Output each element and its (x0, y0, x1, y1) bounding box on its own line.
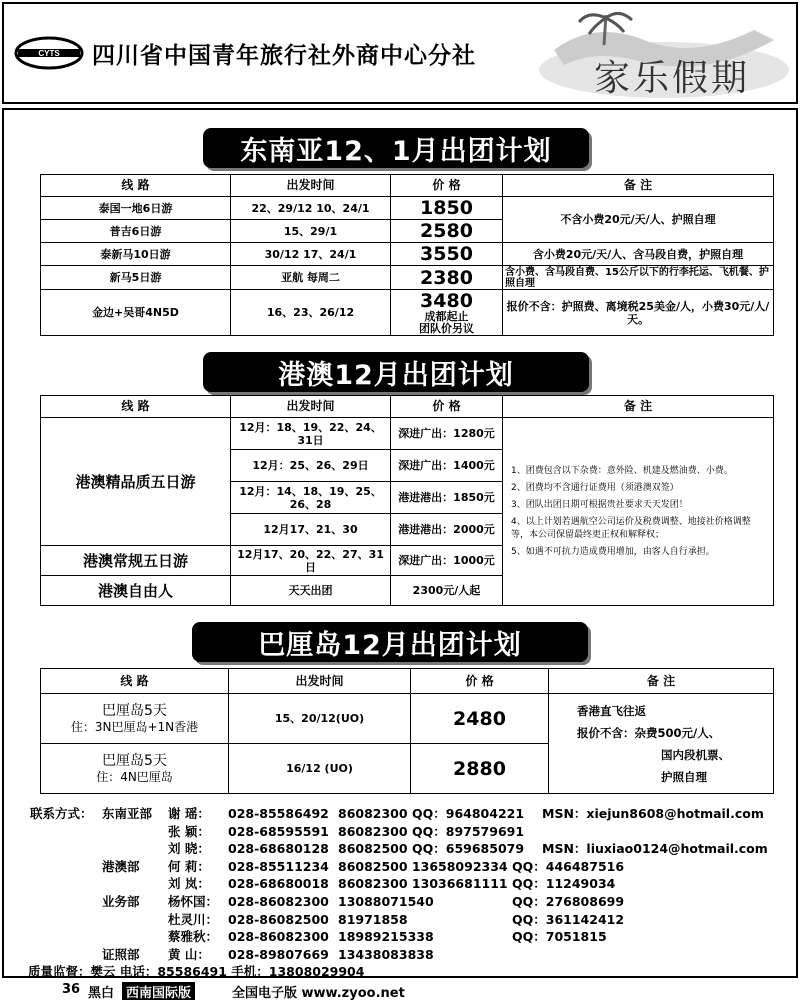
bali-table (40, 668, 774, 794)
price-cell: 深进广出：1000元 (391, 546, 503, 576)
contact-dept: 港澳部 (102, 858, 140, 874)
contact-tel: 028-68680128 (228, 841, 329, 857)
contact-dept: 证照部 (102, 946, 140, 962)
route-name: 巴厘岛5天 (102, 753, 167, 769)
route-cell: 泰新马10日游 (41, 243, 231, 266)
price-note: 成都起止 (424, 309, 469, 323)
route-cell: 港澳自由人 (41, 576, 231, 606)
route-cell (41, 744, 229, 794)
note-item: 5、如遇不可抗力造成费用增加，由客人自行承担。 (511, 546, 715, 557)
contact-qq: QQ：361142412 (512, 911, 625, 927)
contact-row (30, 823, 790, 841)
dates-cell: 16/12 (UO) (229, 744, 411, 794)
table-row (41, 418, 774, 450)
contact-tel2: 18989215338 (338, 929, 434, 945)
dates-cell: 15、20/12(UO) (229, 694, 411, 744)
route-cell: 泰国一地6日游 (41, 197, 231, 220)
dates-cell: 天天出团 (231, 576, 391, 606)
contact-tel: 028-86082500 (228, 911, 329, 927)
contact-qq: QQ：659685079 (412, 841, 525, 857)
col-route: 线 路 (41, 669, 229, 694)
dates-cell: 12月：18、19、22、24、31日 (231, 418, 391, 450)
contact-tel2: 86082300 (338, 806, 408, 821)
contact-qq: QQ：276808699 (512, 893, 625, 909)
contact-row (30, 805, 790, 823)
contact-row (30, 963, 790, 981)
col-price: 价 格 (411, 669, 549, 694)
contact-row (30, 893, 790, 911)
dates-cell: 亚航 每周二 (231, 266, 391, 290)
contacts (30, 805, 790, 981)
sea-banner: 东南亚12、1月出团计划 (203, 128, 589, 168)
page-number: 36 (62, 982, 81, 997)
contact-name: 刘 岚： (168, 876, 210, 892)
section-name: 西南国际版 (122, 982, 195, 1000)
contact-dept: 东南亚部 (102, 806, 153, 821)
contact-tel: 028-85586492 (228, 806, 329, 821)
route-cell: 新马5日游 (41, 266, 231, 290)
price-value: 3480 (420, 289, 473, 312)
contact-qq: QQ：446487516 (512, 858, 625, 874)
price-cell: 2580 (391, 220, 503, 243)
price-cell: 港进港出：2000元 (391, 514, 503, 546)
note-item: 4、以上计划若遇航空公司运价及税费调整、地接社价格调整等，本公司保留最终更正权和解释权； (511, 516, 751, 540)
footer (0, 980, 800, 1000)
contact-tel: 028-86082300 (228, 893, 329, 909)
contact-name: 刘 晓： (168, 841, 210, 857)
col-notes: 备 注 (503, 396, 774, 418)
dates-cell: 12月：14、18、19、25、26、28 (231, 482, 391, 514)
dates-cell: 16、23、26/12 (231, 290, 391, 336)
brand-name: 家乐假期 (594, 58, 751, 99)
svg-text:CYTS: CYTS (38, 49, 60, 58)
cyts-logo-icon (14, 36, 84, 70)
note-cell: 报价不含：护照费、离境税25美金/人，小费30元/人/天。 (503, 290, 774, 336)
contact-name: 杨怀国： (168, 893, 219, 909)
edition: 全国电子版 www.zyoo.net (232, 986, 405, 1000)
route-stay: 住：4N巴厘岛 (96, 770, 173, 784)
contact-tel: 028-68680018 (228, 876, 329, 892)
contact-tel: 028-89807669 (228, 946, 329, 962)
contact-name: 谢 瑶： (168, 806, 210, 821)
hk-banner: 港澳12月出团计划 (203, 352, 589, 392)
col-dates: 出发时间 (229, 669, 411, 694)
contact-tel: 028-68595591 (228, 823, 329, 839)
bali-banner: 巴厘岛12月出团计划 (192, 622, 588, 662)
table-row (41, 694, 774, 744)
route-stay: 住：3N巴厘岛+1N香港 (70, 720, 199, 734)
note-cell: 含小费、含马段自费、15公斤以下的行李托运、飞机餐、护照自理 (503, 266, 774, 290)
note-title: 香港直飞往返 (577, 703, 646, 718)
contact-name: 杜灵川： (168, 911, 219, 927)
dates-cell: 12月17、20、22、27、31日 (231, 546, 391, 576)
price-cell: 2880 (411, 744, 549, 794)
contact-tel2: 86082300 (338, 823, 408, 839)
price-cell: 2300元/人起 (391, 576, 503, 606)
note-item: 1、团费包含以下杂费：意外险、机建及燃油费、小费。 (511, 465, 733, 476)
price-cell: 2380 (391, 266, 503, 290)
contact-row (30, 911, 790, 929)
col-route: 线 路 (41, 396, 231, 418)
contact-label: 联系方式： (30, 806, 93, 821)
contact-row (30, 858, 790, 876)
brand-logo (534, 10, 794, 102)
contact-tel2: 86082300 13036681111 (338, 876, 508, 892)
price-note: 团队价另议 (419, 321, 474, 335)
supervisor: 质量监督：樊云 电话：85586491 手机：13808029904 (28, 964, 365, 980)
contact-qq: QQ：897579691 (412, 823, 525, 839)
company-name: 四川省中国青年旅行社外商中心分社 (92, 43, 476, 69)
route-cell: 普吉6日游 (41, 220, 231, 243)
route-cell (41, 694, 229, 744)
contact-row (30, 946, 790, 964)
contact-tel2: 86082500 13658092334 (338, 858, 508, 874)
hk-table (40, 395, 774, 606)
col-notes: 备 注 (503, 175, 774, 197)
dates-cell: 22、29/12 10、24/1 (231, 197, 391, 220)
price-cell: 3550 (391, 243, 503, 266)
col-price: 价 格 (391, 175, 503, 197)
dates-cell: 30/12 17、24/1 (231, 243, 391, 266)
contact-name: 蔡雅秋： (168, 929, 219, 945)
route-cell: 港澳精品质五日游 (41, 418, 231, 546)
contact-row (30, 875, 790, 893)
contact-dept: 业务部 (102, 893, 140, 909)
contact-tel: 028-85511234 (228, 858, 329, 874)
contact-qq: QQ：964804221 (412, 806, 525, 821)
table-row (41, 197, 774, 220)
route-name: 巴厘岛5天 (102, 703, 167, 719)
col-notes: 备 注 (549, 669, 774, 694)
sea-table (40, 174, 774, 336)
bali-notes (549, 694, 774, 794)
price-cell: 深进广出：1400元 (391, 450, 503, 482)
price-cell: 深进广出：1280元 (391, 418, 503, 450)
dates-cell: 12月：25、26、29日 (231, 450, 391, 482)
col-price: 价 格 (391, 396, 503, 418)
note-line: 护照自理 (661, 769, 707, 784)
print-mode: 黑白 (88, 986, 115, 1000)
note-line: 报价不含：杂费500元/人、 (577, 725, 721, 740)
table-row (41, 290, 774, 336)
contact-msn: MSN：xiejun8608@hotmail.com (542, 806, 764, 821)
col-dates: 出发时间 (231, 175, 391, 197)
hk-notes (503, 418, 774, 606)
price-cell: 2480 (411, 694, 549, 744)
route-cell: 金边+吴哥4N5D (41, 290, 231, 336)
contact-name: 何 莉： (168, 858, 210, 874)
dates-cell: 12月17、21、30 (231, 514, 391, 546)
note-item: 3、团队出团日期可根据贵社要求天天发团！ (511, 499, 688, 510)
note-item: 2、团费均不含通行证费用（须港澳双签） (511, 482, 679, 493)
price-cell: 港进港出：1850元 (391, 482, 503, 514)
route-cell: 港澳常规五日游 (41, 546, 231, 576)
price-cell (391, 290, 503, 336)
contact-qq: QQ：7051815 (512, 929, 607, 945)
contact-tel2: 13438083838 (338, 946, 434, 962)
contact-msn: MSN：liuxiao0124@hotmail.com (542, 841, 768, 857)
contact-tel2: 86082500 (338, 841, 408, 857)
contact-name: 张 颖： (168, 823, 210, 839)
dates-cell: 15、29/1 (231, 220, 391, 243)
contact-tel: 028-86082300 (228, 929, 329, 945)
contact-tel2: 13088071540 (338, 893, 434, 909)
price-cell: 1850 (391, 197, 503, 220)
note-cell: 含小费20元/天/人、含马段自费，护照自理 (503, 243, 774, 266)
header (2, 2, 798, 104)
contact-qq: QQ：11249034 (512, 876, 616, 892)
col-dates: 出发时间 (231, 396, 391, 418)
col-route: 线 路 (41, 175, 231, 197)
contact-row (30, 840, 790, 858)
note-line: 国内段机票、 (661, 747, 730, 762)
contact-tel2: 81971858 (338, 911, 408, 927)
note-cell: 不含小费20元/天/人、护照自理 (503, 197, 774, 243)
table-row (41, 243, 774, 266)
contact-name: 黄 山： (168, 946, 210, 962)
contact-row (30, 928, 790, 946)
table-row (41, 266, 774, 290)
